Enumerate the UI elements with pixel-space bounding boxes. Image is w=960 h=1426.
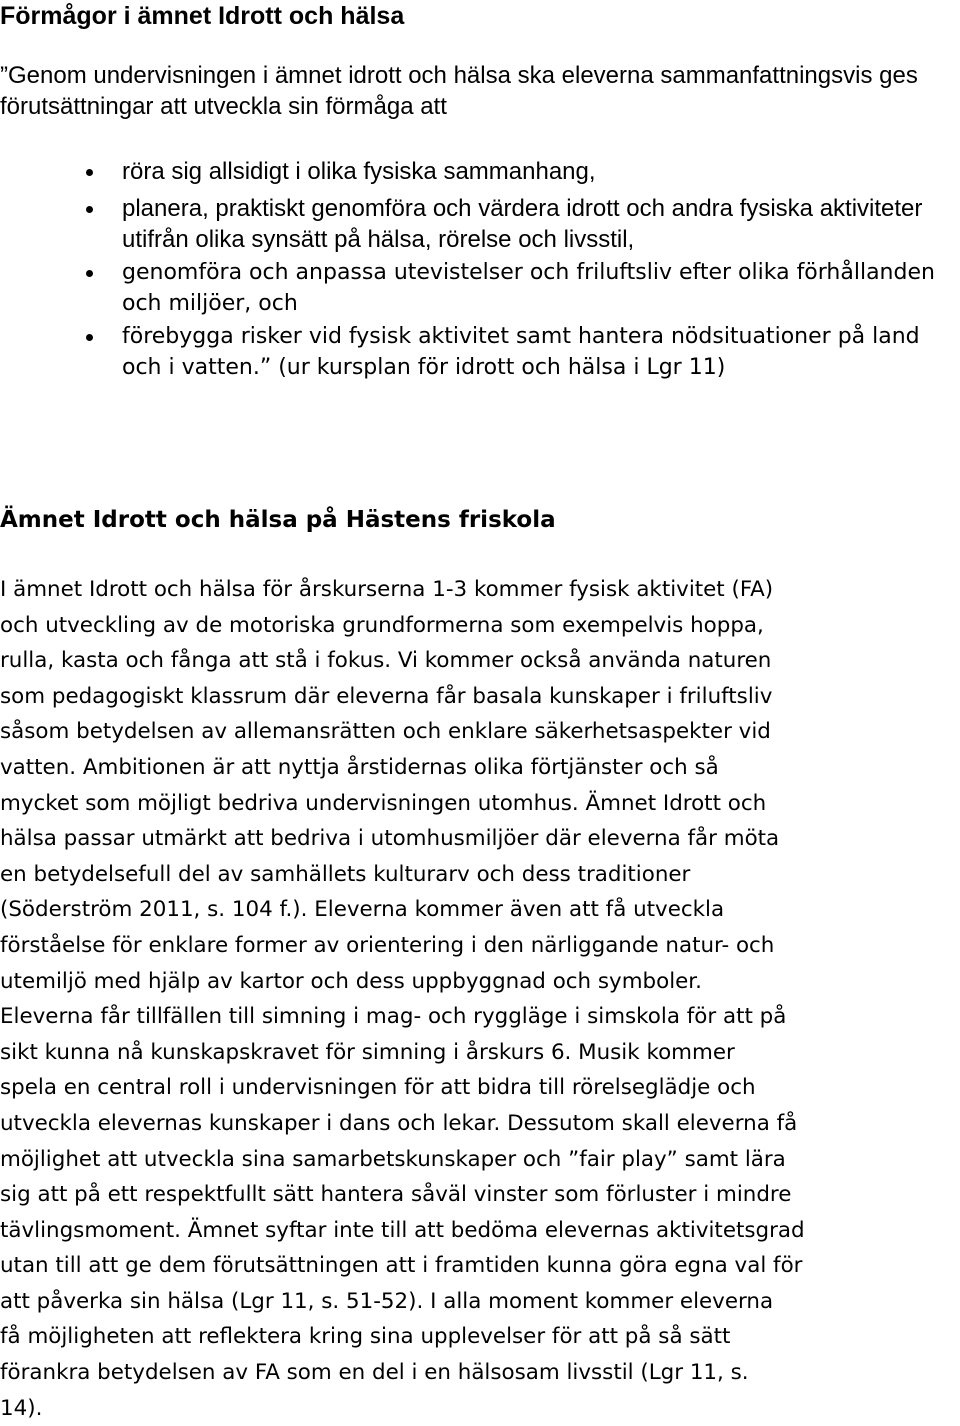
body-line: spela en central roll i undervisningen för att bidra till rörelseglädje och [0,1075,756,1101]
body-line: sig att på ett respektfullt sätt hantera såväl vinster som förluster i mindre [0,1182,792,1208]
bullet-dot-icon [86,169,93,176]
list-item [0,156,960,187]
body-line: sikt kunna nå kunskapskravet för simning i årskurs 6. Musik kommer [0,1039,735,1065]
body-line: såsom betydelsen av allemansrätten och enklare säkerhetsaspekter vid [0,719,771,745]
list-item-text: planera, praktiskt genomföra och värdera idrott och andra fysiska aktiviteter utifrån olika synsätt på hälsa, rörelse och livsstil, [122,195,923,253]
body-line: hälsa passar utmärkt att bedriva i utomhusmiljöer där eleverna får möta [0,826,780,852]
body-line: och utveckling av de motoriska grundformerna som exempelvis hoppa, [0,612,764,638]
body-line: Eleverna får tillfällen till simning i mag- och ryggläge i simskola för att på [0,1004,787,1030]
bullet-dot-icon [86,206,93,213]
body-line: tävlingsmoment. Ämnet syftar inte till att bedöma elevernas aktivitetsgrad [0,1217,805,1243]
body-line: förankra betydelsen av FA som en del i en hälsosam livsstil (Lgr 11, s. [0,1360,749,1386]
body-line: som pedagogiskt klassrum där eleverna får basala kunskaper i friluftsliv [0,683,773,709]
intro-paragraph: ”Genom undervisningen i ämnet idrott och hälsa ska eleverna sammanfattningsvis ges förutsättningar att utveckla sin förmåga att [0,62,918,120]
list-item-text: röra sig allsidigt i olika fysiska sammanhang, [122,158,596,185]
bullet-dot-icon [86,334,93,341]
body-line: utemiljö med hjälp av kartor och dess uppbyggnad och symboler. [0,968,702,994]
body-line: få möjligheten att reflektera kring sina upplevelser för att på så sätt [0,1324,731,1350]
list-item-text: förebygga risker vid fysisk aktivitet samt hantera nödsituationer på land och i vatten.” (ur kursplan för idrott och hälsa i Lgr 11) [122,324,920,380]
list-item [0,321,960,383]
body-line: en betydelsefull del av samhällets kulturarv och dess traditioner [0,861,691,887]
section-heading: Ämnet Idrott och hälsa på Hästens friskola [0,507,556,533]
page-title: Förmågor i ämnet Idrott och hälsa [0,2,405,30]
body-line: mycket som möjligt bedriva undervisningen utomhus. Ämnet Idrott och [0,790,767,816]
ability-list [0,156,960,383]
body-line: förståelse för enklare former av orientering i den närliggande natur- och [0,932,775,958]
body-paragraph [0,572,960,1426]
body-line: vatten. Ambitionen är att nyttja årstidernas olika förtjänster och så [0,754,719,780]
body-line: rulla, kasta och fånga att stå i fokus. Vi kommer också använda naturen [0,648,772,674]
body-line: att påverka sin hälsa (Lgr 11, s. 51-52). I alla moment kommer eleverna [0,1288,774,1314]
body-line: 14). [0,1395,43,1421]
list-item [0,257,960,319]
bullet-dot-icon [86,270,93,277]
body-line: (Söderström 2011, s. 104 f.). Eleverna kommer även att få utveckla [0,897,725,923]
body-line: I ämnet Idrott och hälsa för årskurserna 1-3 kommer fysisk aktivitet (FA) [0,577,774,602]
list-item-text: genomföra och anpassa utevistelser och friluftsliv efter olika förhållanden och miljöer, och [122,260,935,316]
list-item [0,193,960,255]
body-line: utveckla elevernas kunskaper i dans och lekar. Dessutom skall eleverna få [0,1110,798,1136]
body-line: möjlighet att utveckla sina samarbetskunskaper och ”fair play” samt lära [0,1146,786,1172]
body-line: utan till att ge dem förutsättningen att i framtiden kunna göra egna val för [0,1253,803,1279]
